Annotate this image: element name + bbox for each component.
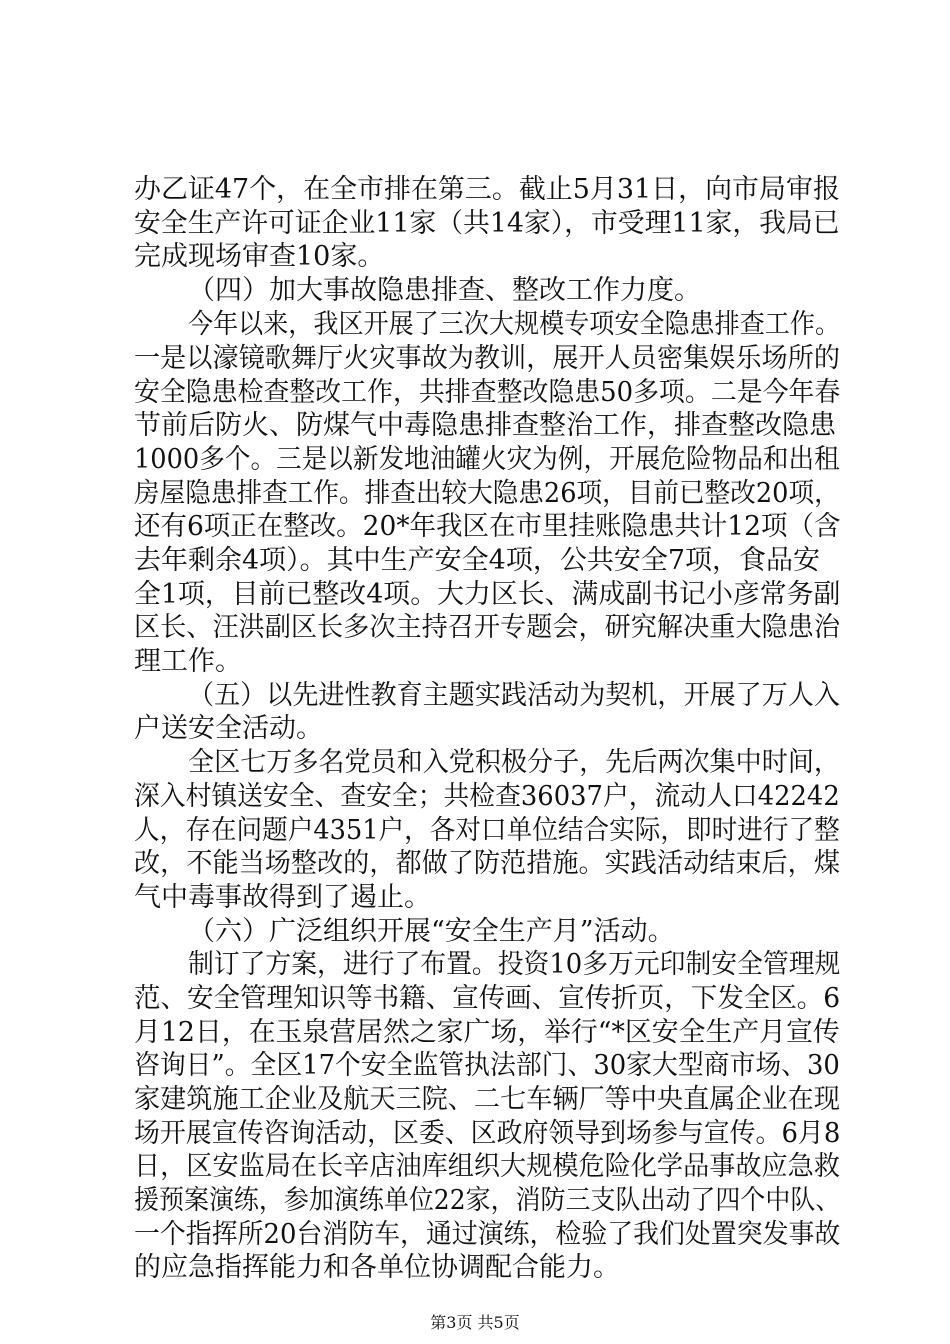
section-heading: （五）以先进性教育主题实践活动为契机，开展了万人入 [188,680,840,711]
body-text-line: 办乙证47个，在全市排在第三。截止5月31日，向市局审报 [134,174,840,205]
body-text-line: 1000多个。三是以新发地油罐火灾为例，开展危险物品和出租 [134,444,840,475]
body-text-line: 制订了方案，进行了布置。投资10多万元印制安全管理规 [188,949,841,980]
body-text-line: 完成现场审查10家。 [134,241,385,272]
section-heading-continued: 户送安全活动。 [134,713,323,744]
body-text-line: 今年以来，我区开展了三次大规模专项安全隐患排查工作。 [188,309,841,340]
body-text-line: 一个指挥所20台消防车，通过演练，检验了我们处置突发事故 [134,1219,841,1250]
body-text-line: 还有6项正在整改。20*年我区在市里挂账隐患共计12项（含 [134,511,841,542]
body-text-line: 的应急指挥能力和各单位协调配合能力。 [134,1252,620,1283]
body-text-line: 一是以濠镜歌舞厅火灾事故为教训，展开人员密集娱乐场所的 [134,343,840,374]
body-text-line: 家建筑施工企业及航天三院、二七车辆厂等中央直属企业在现 [134,1084,840,1115]
page-number-footer: 第3页 共5页 [430,1313,520,1332]
body-text-line: 房屋隐患排查工作。排查出较大隐患26项，目前已整改20项， [134,478,840,509]
section-heading: （六）广泛组织开展“安全生产月”活动。 [188,916,675,947]
body-text-line: 深入村镇送安全、查安全；共检查36037户，流动人口42242 [134,781,840,812]
body-text-line: 节前后防火、防煤气中毒隐患排查整治工作，排查整改隐患 [134,410,836,441]
body-text-line: 安全隐患检查整改工作，共排查整改隐患50多项。二是今年春 [134,377,841,408]
body-text-line: 援预案演练，参加演练单位22家，消防三支队出动了四个中队、 [134,1185,841,1216]
section-heading: （四）加大事故隐患排查、整改工作力度。 [188,275,701,306]
body-text-line: 日，区安监局在长辛店油库组织大规模危险化学品事故应急救 [134,1151,840,1182]
body-text-line: 去年剩余4项）。其中生产安全4项，公共安全7项，食品安 [134,545,821,576]
body-text-line: 改，不能当场整改的，都做了防范措施。实践活动结束后，煤 [134,848,840,879]
body-text-line: 场开展宣传咨询活动，区委、区政府领导到场参与宣传。6月8 [134,1118,841,1149]
body-text-line: 安全生产许可证企业11家（共14家），市受理11家，我局已 [134,208,840,239]
body-text-line: 范、安全管理知识等书籍、宣传画、宣传折页，下发全区。6 [134,983,841,1014]
body-text-line: 月12日，在玉泉营居然之家广场，举行“*区安全生产月宣传 [134,1017,840,1048]
body-text-line: 气中毒事故得到了遏止。 [134,882,431,913]
body-text-line: 全区七万多名党员和入党积极分子，先后两次集中时间， [188,747,840,778]
body-text-line: 人，存在问题户4351户，各对口单位结合实际，即时进行了整 [134,815,840,846]
body-text-line: 理工作。 [134,646,242,677]
body-text-line: 全1项，目前已整改4项。大力区长、满成副书记小彦常务副 [134,579,841,610]
body-text-line: 咨询日”。全区17个安全监管执法部门、30家大型商市场、30 [134,1050,840,1081]
body-text-line: 区长、汪洪副区长多次主持召开专题会，研究解决重大隐患治 [134,612,840,643]
